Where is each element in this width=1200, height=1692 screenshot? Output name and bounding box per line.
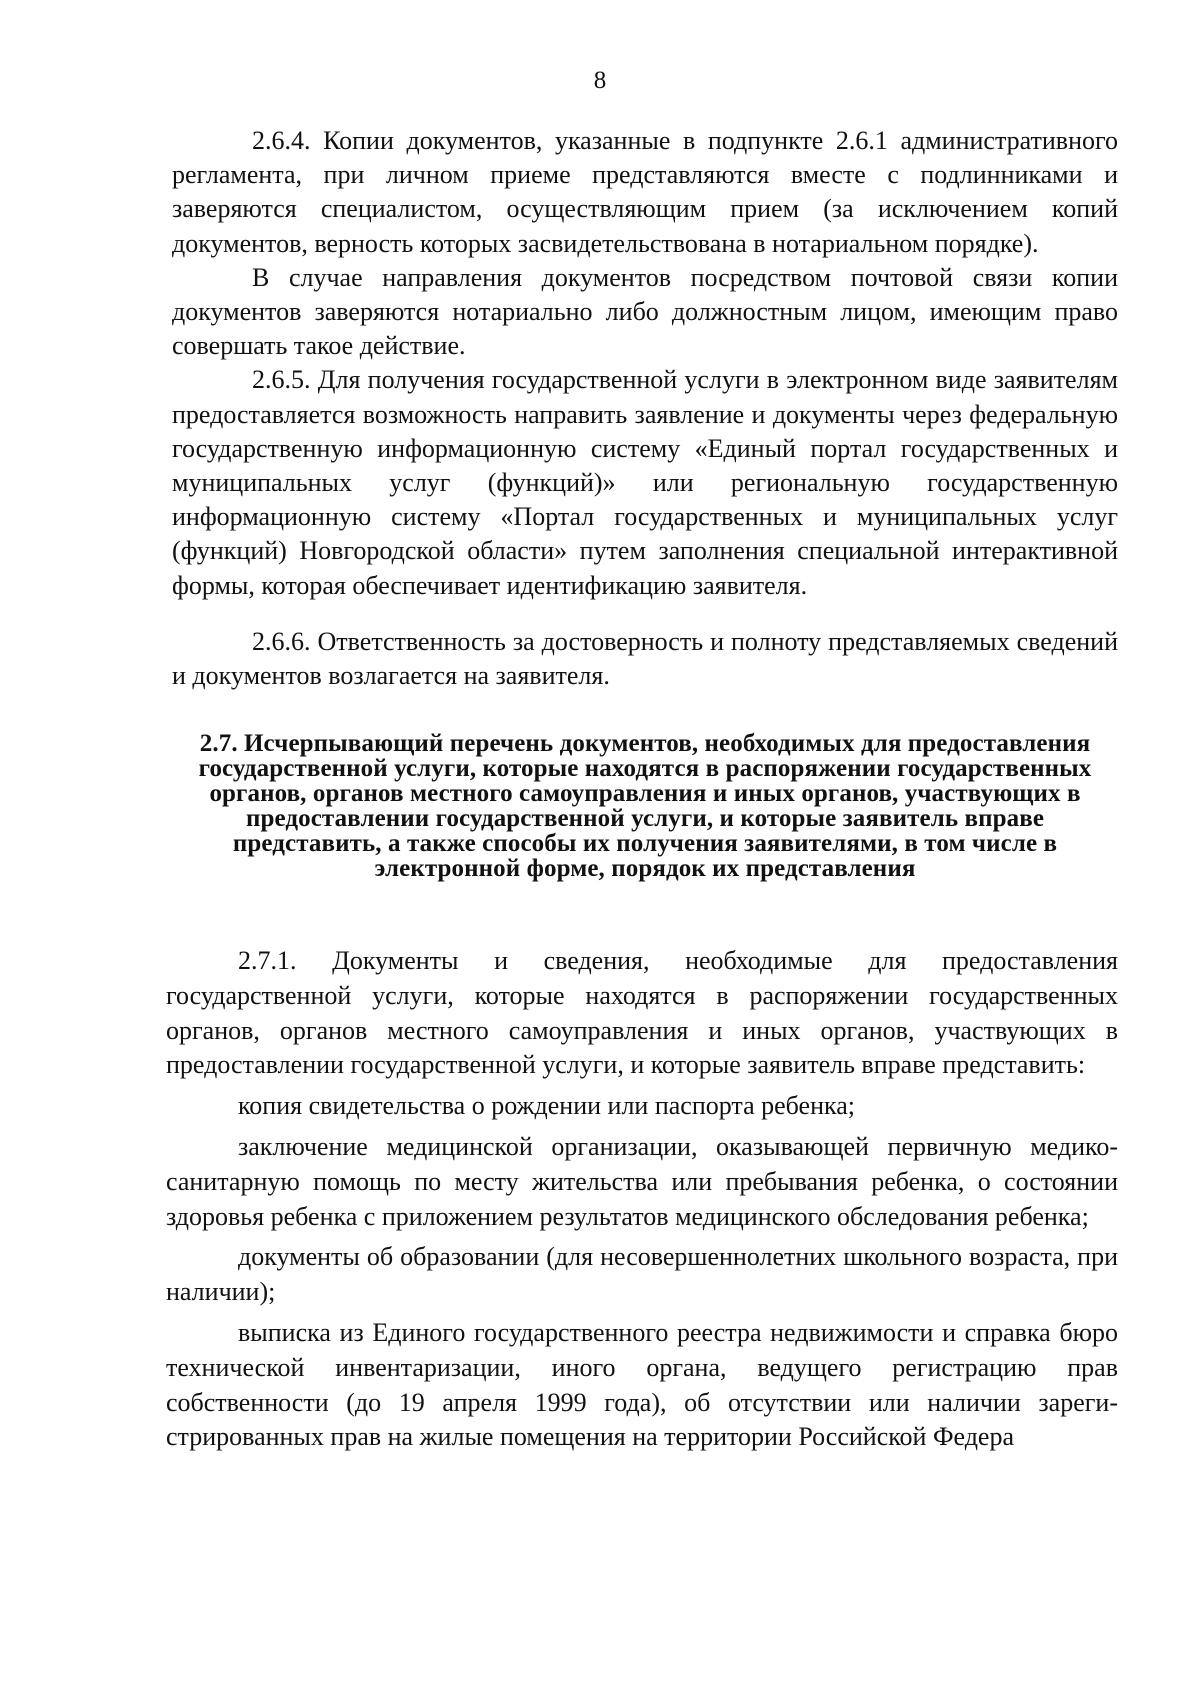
list-item: заключение медицинской организации, оказывающей первичную медико-санитарную помощь по месту жительства или пребывания ребенка, о состоянии здоровья ребенка с приложением результатов медицинского обследования ребенка;	[166, 1131, 1118, 1231]
paragraph-2-6-4: 2.6.4. Копии документов, указанные в подпункте 2.6.1 административного регламента, при личном приеме представляются вместе с подлинниками и заверяются специалистом, осуществляющим прием (за исключением копий документов, верность которых засвидетельствована в нотариальном порядке).	[172, 126, 1118, 258]
paragraph-2-6-5: 2.6.5. Для получения государственной услуги в электронном виде заявителям предоставляется возможность направить заявление и документы через федеральную государственную информационную систему «Единый портал государственных и муниципальных услуг (функций)» или региональную государственную информационную систему «Портал государственных и муниципальных услуг (функций) Новгородской области» путем заполнения специальной интерактивной формы, которая обеспечивает идентификацию заявителя.	[172, 365, 1118, 600]
paragraph-2-6-6: 2.6.6. Ответственность за достоверность и полноту представляемых сведений и документов возлагается на заявителя.	[172, 626, 1118, 691]
page-number: 8	[593, 67, 607, 94]
list-item: выписка из Единого государственного реестра недвижимости и справка бюро технической инвентаризации, иного органа, ведущего регистрацию прав собственности (до 19 апреля 1999 года), об отсутствии или наличии зарегистрированных прав на жилые помещения на территории Российской Федера	[166, 1317, 1118, 1452]
section-heading-2-7: 2.7. Исчерпывающий перечень документов, необходимых для предоставления государственной услуги, которые находятся в распоряжении государственных органов, органов местного самоуправления и иных органов, участвующих в предоставлении государственной услуги, и которые заявитель вправе представить, а также способы их получения заявителями, в том числе в электронной форме, порядок их представления	[198, 730, 1092, 883]
list-item: документы об образовании (для несовершеннолетних школьного возраста, при наличии);	[166, 1242, 1118, 1307]
paragraph-2-7-1: 2.7.1. Документы и сведения, необходимые для предоставления государственной услуги, которые находятся в распоряжении государственных органов, органов местного самоуправления и иных органов, участвующих в предоставлении государственной услуги, и которые заявитель вправе представить:	[166, 946, 1118, 1080]
section-2-6-content	[172, 124, 1118, 881]
section-2-7-content	[166, 944, 1118, 1455]
paragraph-postal-copies: В случае направления документов посредством почтовой связи копии документов заверяются нотариально либо должностным лицом, имеющим право совершать такое действие.	[172, 262, 1118, 361]
list-item: копия свидетельства о рождении или паспорта ребенка;	[238, 1091, 856, 1121]
